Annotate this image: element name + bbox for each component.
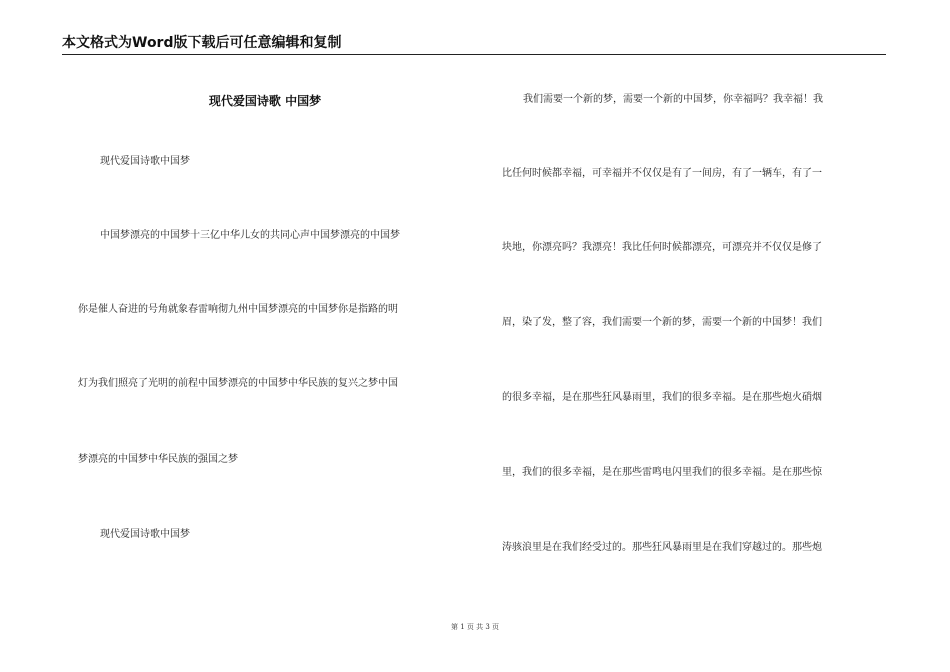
left-line: 现代爱国诗歌中国梦 bbox=[100, 529, 190, 540]
page-header bbox=[62, 34, 886, 55]
left-line: 灯为我们照亮了光明的前程中国梦漂亮的中国梦中华民族的复兴之梦中国 bbox=[78, 378, 398, 389]
left-line: 现代爱国诗歌中国梦 bbox=[100, 156, 190, 167]
left-line: 中国梦漂亮的中国梦十三亿中华儿女的共同心声中国梦漂亮的中国梦 bbox=[100, 230, 400, 241]
right-line: 涛骇浪里是在我们经受过的。那些狂风暴雨里是在我们穿越过的。那些炮 bbox=[502, 542, 822, 553]
page-footer: 第 1 页 共 3 页 bbox=[450, 623, 500, 631]
document-title: 现代爱国诗歌 中国梦 bbox=[208, 94, 322, 108]
right-line: 眉，染了发，整了容，我们需要一个新的梦，需要一个新的中国梦！我们 bbox=[502, 317, 822, 328]
header-text: 本文格式为Word版下载后可任意编辑和复制 bbox=[62, 35, 342, 51]
left-line: 你是催人奋进的号角就象春雷响彻九州中国梦漂亮的中国梦你是指路的明 bbox=[78, 304, 398, 315]
right-line: 里，我们的很多幸福，是在那些雷鸣电闪里我们的很多幸福。是在那些惊 bbox=[502, 467, 822, 478]
right-line: 我们需要一个新的梦，需要一个新的中国梦，你幸福吗？我幸福！我 bbox=[523, 94, 823, 105]
right-line: 的很多幸福，是在那些狂风暴雨里，我们的很多幸福。是在那些炮火硝烟 bbox=[502, 392, 822, 403]
right-line: 块地，你漂亮吗？我漂亮！我比任何时候都漂亮，可漂亮并不仅仅是修了 bbox=[502, 242, 822, 253]
left-line: 梦漂亮的中国梦中华民族的强国之梦 bbox=[78, 454, 238, 465]
right-line: 比任何时候都幸福，可幸福并不仅仅是有了一间房，有了一辆车，有了一 bbox=[502, 168, 822, 179]
